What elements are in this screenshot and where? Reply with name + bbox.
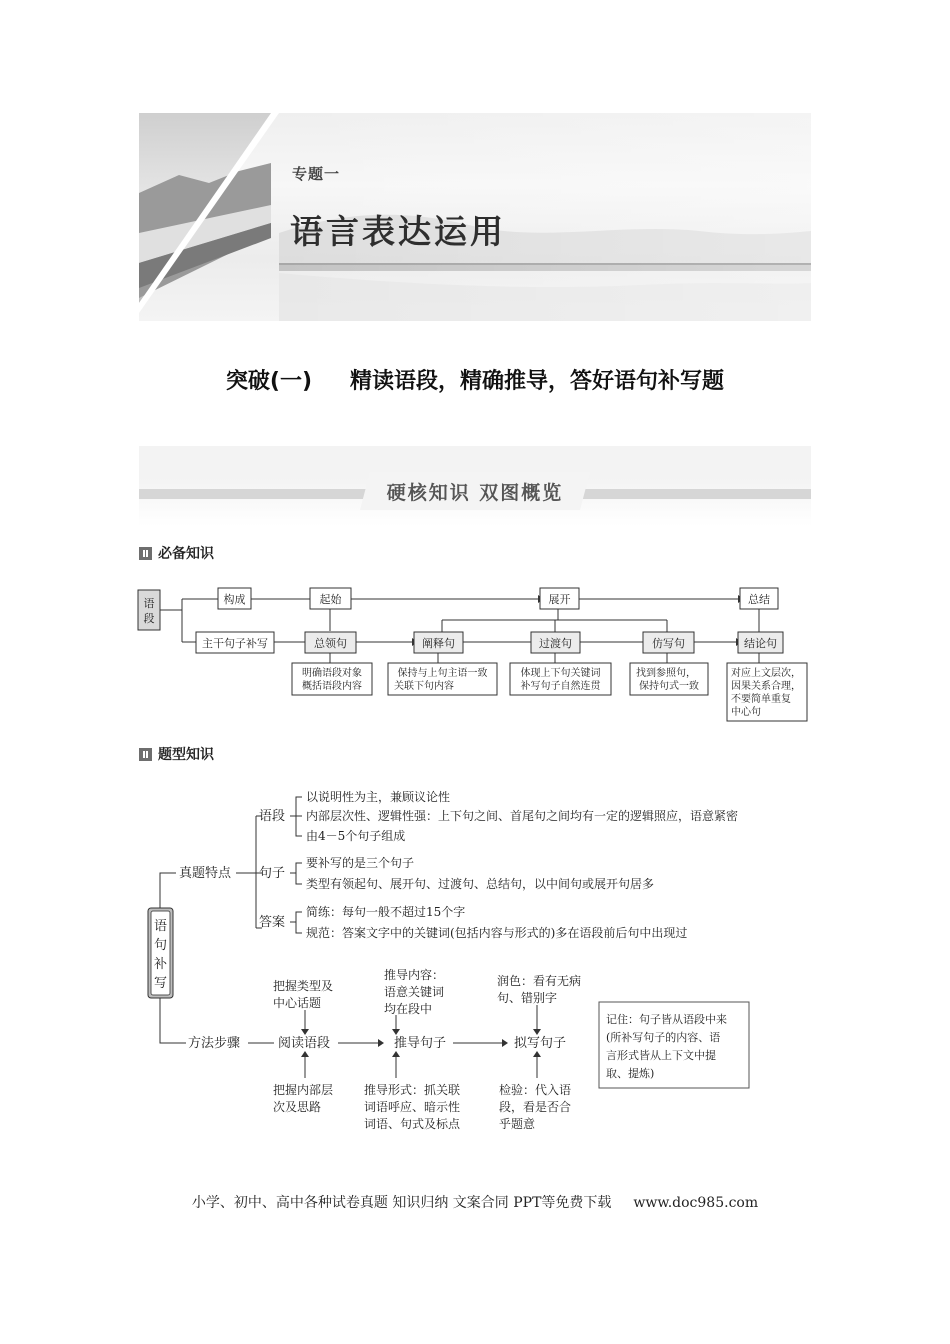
above-note: 中心话题	[273, 996, 322, 1010]
sentence-item: 类型有领起句、展开句、过渡句、总结句，以中间句或展开句居多	[306, 877, 655, 891]
note-line: 概括语段内容	[302, 681, 362, 692]
below-note: 把握内部层	[273, 1083, 334, 1097]
node-label: 阐释句	[422, 637, 455, 650]
paragraph-item: 内部层次性、逻辑性强：上下句之间、首尾句之间均有一定的逻辑照应，语意紧密	[306, 809, 739, 823]
memo-line: 言形式皆从上下文中提	[606, 1049, 716, 1062]
note-line: 补写句子自然连贯	[520, 681, 601, 692]
paragraph-item: 以说明性为主，兼顾议论性	[306, 790, 451, 804]
answer-label: 答案	[259, 915, 286, 930]
note-line: 找到参照句，	[636, 668, 696, 679]
band-divider-left	[139, 489, 371, 499]
question-type-heading	[139, 744, 214, 764]
method-label: 方法步骤	[188, 1036, 241, 1051]
node-label: 展开	[548, 593, 571, 606]
note-line: 不要简单重复	[731, 694, 791, 705]
note-line: 保持句式一致	[639, 681, 699, 692]
sentence-item: 要补写的是三个句子	[306, 856, 415, 870]
above-note: 均在段中	[384, 1002, 433, 1016]
node-label: 总结	[748, 593, 770, 606]
note-line: 对应上文层次，	[731, 668, 801, 679]
below-note: 乎题意	[499, 1117, 536, 1131]
band-divider-right	[580, 489, 811, 499]
section-marker-icon	[139, 547, 152, 560]
paragraph-item: 由4－5个句子组成	[306, 829, 406, 843]
node-label: 总领句	[314, 637, 347, 650]
note-line: 关联下句内容	[394, 681, 454, 692]
above-note: 句、错别字	[497, 991, 558, 1005]
page-footer	[0, 1192, 950, 1212]
node-label: 结论句	[744, 637, 777, 650]
note-line: 保持与上句主语一致	[397, 668, 488, 679]
question-type-diagram	[140, 780, 800, 1140]
note-line: 明确语段对象	[302, 668, 362, 679]
node-label: 过渡句	[539, 637, 572, 650]
memo-line: 记住：句子皆从语段中来	[606, 1013, 727, 1026]
section-heading	[0, 364, 950, 395]
step-deduce: 推导句子	[394, 1036, 447, 1051]
footer-text: 小学、初中、高中各种试卷真题 知识归纳 文案合同 PPT等免费下载	[191, 1195, 612, 1211]
chapter-title: 语言表达运用	[290, 212, 506, 251]
note-line: 因果关系合理，	[731, 681, 801, 692]
note-line: 体现上下句关键词	[520, 668, 601, 679]
root-char-2: 段	[143, 612, 155, 625]
above-note: 语意关键词	[384, 985, 445, 999]
essential-knowledge-diagram	[130, 575, 820, 730]
heading-label: 必备知识	[158, 546, 214, 562]
below-note: 推导形式：抓关联	[364, 1083, 461, 1097]
node-label: 主干句子补写	[202, 637, 268, 650]
root-char: 补	[153, 957, 168, 972]
node-label: 起始	[319, 593, 342, 606]
below-note: 检验：代入语	[499, 1083, 572, 1097]
root-char: 语	[153, 919, 168, 934]
above-note: 润色：看有无病	[497, 974, 582, 988]
below-note: 词语、句式及标点	[364, 1117, 461, 1131]
step-read: 阅读语段	[278, 1036, 331, 1051]
note-line: 中心句	[731, 707, 761, 718]
section-label: 突破(一)	[225, 369, 313, 394]
below-note: 次及思路	[273, 1100, 322, 1114]
below-note: 段，看是否合	[499, 1100, 572, 1114]
root-char: 句	[153, 938, 168, 953]
band-title: 硬核知识 双图概览	[386, 482, 564, 504]
above-note: 推导内容：	[384, 968, 445, 982]
memo-line: (所补写句子的内容、语	[606, 1031, 721, 1044]
root-char: 写	[153, 976, 168, 991]
paragraph-label: 语段	[259, 809, 286, 824]
footer-link[interactable]: www.doc985.com	[633, 1195, 759, 1211]
answer-item: 规范：答案文字中的关键词(包括内容与形式的)多在语段前后句中出现过	[306, 926, 688, 940]
memo-line: 取、提炼)	[606, 1067, 655, 1080]
heading-label: 题型知识	[158, 747, 214, 763]
chapter-subtitle: 专题一	[292, 165, 341, 183]
above-note: 把握类型及	[273, 979, 334, 993]
node-label: 仿写句	[652, 637, 685, 650]
section-title: 精读语段，精确推导，答好语句补写题	[350, 369, 725, 394]
essential-knowledge-heading	[139, 543, 214, 563]
node-label: 构成	[223, 593, 246, 606]
answer-item: 简练：每句一般不超过15个字	[306, 905, 466, 919]
chapter-banner	[139, 113, 811, 321]
notes-row	[292, 663, 807, 721]
features-label: 真题特点	[179, 866, 232, 881]
step-draft: 拟写句子	[514, 1036, 567, 1051]
below-note: 词语呼应、暗示性	[364, 1100, 461, 1114]
root-char-1: 语	[143, 597, 155, 610]
sentence-label: 句子	[259, 866, 286, 881]
section-marker-icon	[139, 748, 152, 761]
